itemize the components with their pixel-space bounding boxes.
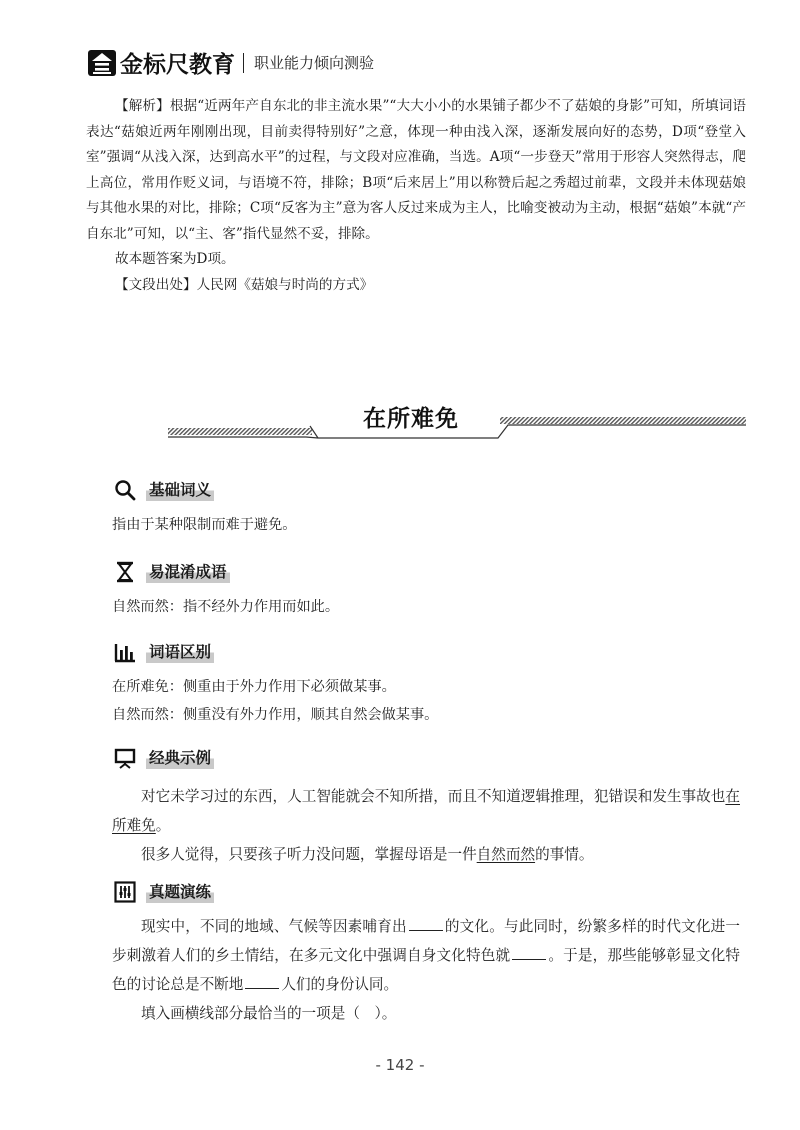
brand-subtitle: 职业能力倾向测验 <box>254 54 375 72</box>
diff-line-1: 在所难免：侧重由于外力作用下必须做某事。 <box>112 679 396 695</box>
section-confusable-heading <box>114 560 230 583</box>
diff-line-2: 自然而然：侧重没有外力作用，顺其自然会做某事。 <box>112 707 439 723</box>
exercise-blank-1 <box>409 916 443 931</box>
exercise-blank-2 <box>512 945 546 960</box>
analysis-text: 根据“近两年产自东北的非主流水果”“大大小小的水果铺子都少不了菇娘的身影”可知，所填词语表达“菇娘近两年刚刚出现，目前卖得特别好”之意，体现一种由浅入深，逐渐发展向好的态势，D项“登堂入室”强调“从浅入深，达到高水平”的过程，与文段对应准确，当选。A项“一步登天”常用于形容人突然得志，爬上高位，常用作贬义词，与语境不符，排除；B项“后来居上”用以称赞后起之秀超过前辈，文段并未体现菇娘与其他水果的对比，排除；C项“反客为主”意为客人反过来成为主人，比喻变被动为主动，根据“菇娘”本就“产自东北”可知，以“主、客”指代显然不妥，排除。 <box>86 98 747 242</box>
entry-title-banner <box>166 388 746 448</box>
equalizer-icon <box>114 881 136 903</box>
brand-logo-icon <box>88 50 116 76</box>
section-exercise-heading <box>114 880 214 903</box>
example-2-end: 的事情。 <box>535 846 594 863</box>
hourglass-icon <box>114 561 136 583</box>
entry-title: 在所难免 <box>363 405 459 432</box>
example-2 <box>112 840 740 869</box>
example-2-text: 很多人觉得，只要孩子听力没问题，掌握母语是一件 <box>141 846 477 863</box>
analysis-paragraph <box>86 94 746 247</box>
section-basic-label: 基础词义 <box>146 478 214 501</box>
example-1-idiom: 在所难免 <box>112 788 740 834</box>
presentation-board-icon <box>114 747 136 769</box>
basic-meaning-text: 指由于某种限制而难于避免。 <box>112 517 297 533</box>
analysis-block <box>86 94 746 298</box>
exercise-blank-3 <box>245 974 279 989</box>
examples-block <box>112 782 740 869</box>
exercise-text-2: 的文化。与此同时，纷繁多样的时代文化进一步刺激着人们的乡土情结，在多元文化中强调自身文化特色就 <box>112 918 740 964</box>
confusable-text: 自然而然：指不经外力作用而如此。 <box>112 599 340 615</box>
analysis-tag: 【解析】 <box>115 98 170 114</box>
example-1-text: 对它未学习过的东西，人工智能就会不知所措，而且不知道逻辑推理，犯错误和发生事故也 <box>141 788 726 805</box>
magnifier-icon <box>114 479 136 501</box>
analysis-source <box>86 273 746 299</box>
example-1 <box>112 782 740 840</box>
section-basic-heading <box>114 478 214 501</box>
exercise-text-3: 。于是，那些能够彰显文化特色的讨论总是不断地 <box>112 947 740 993</box>
section-diff-label: 词语区别 <box>146 640 214 663</box>
example-2-idiom: 自然而然 <box>476 846 536 863</box>
page-number: - 142 - <box>375 1056 425 1074</box>
header-brand <box>88 46 374 79</box>
section-examples-heading <box>114 746 214 769</box>
exercise-question: 填入画横线部分最恰当的一项是（ ）。 <box>141 1005 397 1022</box>
section-examples-label: 经典示例 <box>146 746 214 769</box>
bar-chart-icon <box>114 641 136 663</box>
source-tag: 【文段出处】 <box>115 276 197 293</box>
source-text: 人民网《菇娘与时尚的方式》 <box>196 276 374 293</box>
exercise-block <box>112 912 740 1028</box>
brand-divider <box>243 53 244 73</box>
brand-name: 金标尺教育 <box>120 52 235 78</box>
exercise-passage <box>112 912 740 999</box>
section-confusable-label: 易混淆成语 <box>146 560 230 583</box>
example-1-end: 。 <box>155 817 171 834</box>
section-diff-heading <box>114 640 214 663</box>
exercise-text-1: 现实中，不同的地域、气候等因素哺育出 <box>141 918 407 935</box>
analysis-answer: 故本题答案为D项。 <box>115 251 235 267</box>
section-exercise-label: 真题演练 <box>146 880 214 903</box>
exercise-text-4: 人们的身份认同。 <box>281 976 399 993</box>
